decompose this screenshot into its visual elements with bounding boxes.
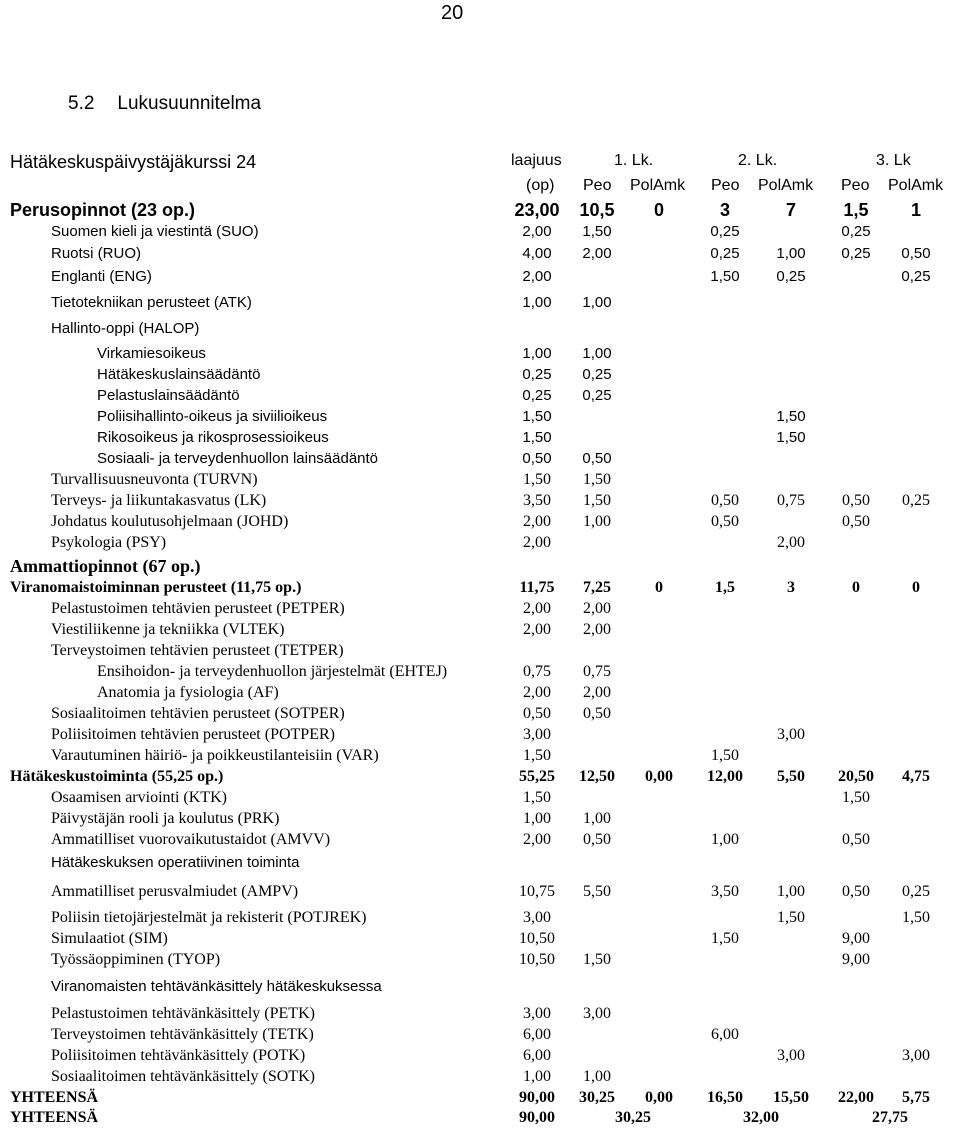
- row-value-col-3: 0,00: [645, 768, 673, 785]
- row-value-col-4: 1,5: [715, 579, 735, 596]
- row-value-col-1: 0,25: [522, 387, 552, 404]
- totals-row: [0, 1110, 960, 1130]
- row-value-col-1: 23,00: [514, 200, 560, 220]
- row-label: Hätäkeskustoiminta (55,25 op.): [10, 768, 224, 785]
- row-value-col-1: 6,00: [523, 1047, 551, 1064]
- row-label: Ammatilliset perusvalmiudet (AMPV): [51, 883, 299, 900]
- row-value-col-1: 2,00: [523, 513, 551, 530]
- table-row: [0, 601, 960, 621]
- row-label: Sosiaalitoimen tehtävänkäsittely (SOTK): [51, 1068, 315, 1085]
- row-value-col-5: 1,50: [776, 429, 806, 446]
- table-row: [0, 769, 960, 789]
- row-value-col-2: 1,00: [582, 294, 612, 311]
- row-value-col-2: 0,25: [582, 366, 612, 383]
- row-value-col-6: 22,00: [838, 1089, 874, 1106]
- row-label: Tietotekniikan perusteet (ATK): [51, 294, 252, 311]
- row-value-col-5: 7: [785, 200, 796, 220]
- row-value-col-1: 90,00: [519, 1089, 555, 1106]
- table-row: [0, 685, 960, 705]
- row-value-col-2: 1,50: [583, 492, 611, 509]
- row-value-col-2: 2,00: [583, 684, 611, 701]
- row-label: Poliisihallinto-oikeus ja siviilioikeus: [97, 408, 328, 425]
- table-row: [0, 884, 960, 904]
- row-value-col-1: 1,50: [522, 408, 552, 425]
- row-value-col-1: 1,00: [522, 294, 552, 311]
- row-value-col-2: 7,25: [583, 579, 611, 596]
- row-value-col-2: 0,75: [583, 663, 611, 680]
- row-label: Varautuminen häiriö- ja poikkeustilanteisiin (VAR): [51, 747, 379, 764]
- row-value-col-2: 1,50: [582, 223, 612, 240]
- row-value-col-1: 3,00: [523, 909, 551, 926]
- row-value-col-6: 0,25: [841, 223, 871, 240]
- header-op: (op): [526, 177, 555, 194]
- row-value-col-6: 1,5: [843, 200, 869, 220]
- row-value-col-6: 9,00: [842, 951, 870, 968]
- row-value-col-4: 0,25: [710, 245, 740, 262]
- row-value-col-2: 2,00: [582, 245, 612, 262]
- row-value-col-2: 2,00: [583, 600, 611, 617]
- table-row: [0, 346, 960, 366]
- row-label: Työssäoppiminen (TYOP): [51, 951, 221, 968]
- row-value-col-1: 2,00: [523, 831, 551, 848]
- row-label: Ensihoidon- ja terveydenhuollon järjestelmät (EHTEJ): [97, 663, 448, 680]
- header-laajuus: laajuus: [511, 152, 562, 169]
- table-row: [0, 910, 960, 930]
- row-label: Perusopinnot (23 op.): [10, 200, 196, 220]
- row-value-col-6: 0,50: [842, 883, 870, 900]
- row-value-col-1: 10,50: [519, 930, 555, 947]
- row-value-col-5: 1,00: [777, 883, 805, 900]
- row-value-col-4: 0,50: [711, 492, 739, 509]
- row-label: Ammattiopinnot (67 op.): [10, 556, 201, 576]
- row-value-col-4: 6,00: [711, 1026, 739, 1043]
- row-value-col-4: 3,50: [711, 883, 739, 900]
- row-value-col-2: 3,00: [583, 1005, 611, 1022]
- row-label: Poliisitoimen tehtävänkäsittely (POTK): [51, 1047, 306, 1064]
- row-label: Hätäkeskuslainsäädäntö: [97, 366, 261, 383]
- row-value-col-1: 2,00: [522, 223, 552, 240]
- row-value-col-5: 1,50: [777, 909, 805, 926]
- row-value-col-3: 0: [653, 200, 664, 220]
- row-value-col-1: 3,50: [523, 492, 551, 509]
- table-row: [0, 706, 960, 726]
- row-value-col-4: 16,50: [707, 1089, 743, 1106]
- header-sub-6: PolAmk: [888, 177, 944, 194]
- row-value-col-2: 0,50: [583, 705, 611, 722]
- row-value-col-6: 0: [852, 579, 860, 596]
- row-value-col-2: 10,5: [579, 200, 615, 220]
- row-label: Ruotsi (RUO): [51, 245, 142, 262]
- table-row: [0, 643, 960, 663]
- row-value-col-2: 1,00: [582, 345, 612, 362]
- row-value-col-1: 1,50: [523, 789, 551, 806]
- table-row: [0, 952, 960, 972]
- header-sub-4: PolAmk: [758, 177, 814, 194]
- totals-year-1: 30,25: [615, 1109, 651, 1126]
- table-row: [0, 1048, 960, 1068]
- table-row: [0, 430, 960, 450]
- row-value-col-2: 1,50: [583, 471, 611, 488]
- row-value-col-1: 3,00: [523, 1005, 551, 1022]
- table-row: [0, 979, 960, 999]
- row-value-col-1: 1,50: [523, 471, 551, 488]
- row-value-col-1: 4,00: [522, 245, 552, 262]
- row-value-col-4: 3: [719, 200, 730, 220]
- row-value-col-4: 12,00: [707, 768, 743, 785]
- table-row: [0, 493, 960, 513]
- row-label: Terveys- ja liikuntakasvatus (LK): [51, 492, 267, 509]
- row-value-col-7: 0: [912, 579, 920, 596]
- table-row: [0, 1090, 960, 1110]
- header-sub-5: Peo: [841, 177, 870, 194]
- row-value-col-1: 0,75: [523, 663, 551, 680]
- table-row: [0, 224, 960, 244]
- row-label: Viranomaisten tehtävänkäsittely hätäkeskuksessa: [51, 978, 382, 995]
- row-value-col-1: 2,00: [523, 600, 551, 617]
- table-row: [0, 811, 960, 831]
- row-label: Rikosoikeus ja rikosprosessioikeus: [97, 429, 329, 446]
- row-value-col-1: 1,00: [523, 1068, 551, 1085]
- table-row: [0, 727, 960, 747]
- row-label: Poliisitoimen tehtävien perusteet (POTPER): [51, 726, 335, 743]
- row-label: Ammatilliset vuorovaikutustaidot (AMVV): [51, 831, 331, 848]
- table-row: [0, 1027, 960, 1047]
- row-label: Virkamiesoikeus: [97, 345, 206, 362]
- row-value-col-6: 0,25: [841, 245, 871, 262]
- table-row: [0, 388, 960, 408]
- header-sub-3: Peo: [711, 177, 740, 194]
- row-value-col-5: 2,00: [777, 534, 805, 551]
- table-row: [0, 832, 960, 852]
- totals-label: YHTEENSÄ: [10, 1109, 99, 1126]
- table-row: [0, 855, 960, 875]
- row-label: Hallinto-oppi (HALOP): [51, 320, 200, 337]
- row-value-col-7: 0,25: [901, 268, 931, 285]
- row-value-col-4: 1,50: [711, 747, 739, 764]
- row-value-col-2: 30,25: [579, 1089, 615, 1106]
- row-value-col-2: 0,25: [582, 387, 612, 404]
- row-label: Psykologia (PSY): [51, 534, 167, 551]
- row-value-col-7: 3,00: [902, 1047, 930, 1064]
- header-sub-1: Peo: [583, 177, 612, 194]
- row-value-col-4: 1,50: [711, 930, 739, 947]
- totals-overall: 90,00: [519, 1109, 555, 1126]
- row-value-col-2: 1,00: [583, 1068, 611, 1085]
- row-value-col-5: 3,00: [777, 726, 805, 743]
- table-row: [0, 409, 960, 429]
- table-row: [0, 535, 960, 555]
- table-row: [0, 622, 960, 642]
- row-label: Terveystoimen tehtävänkäsittely (TETK): [51, 1026, 314, 1043]
- header-year-2: 2. Lk.: [738, 152, 778, 169]
- table-row: [0, 472, 960, 492]
- row-value-col-7: 0,50: [901, 245, 931, 262]
- totals-year-2: 32,00: [743, 1109, 779, 1126]
- row-label: Johdatus koulutusohjelmaan (JOHD): [51, 513, 289, 530]
- row-value-col-4: 0,25: [710, 223, 740, 240]
- row-value-col-7: 5,75: [902, 1089, 930, 1106]
- row-label: Viranomaistoiminnan perusteet (11,75 op.): [10, 579, 302, 596]
- row-value-col-1: 1,50: [523, 747, 551, 764]
- table-row: [0, 580, 960, 600]
- row-label: Simulaatiot (SIM): [51, 930, 168, 947]
- row-label: Pelastustoimen tehtävänkäsittely (PETK): [51, 1005, 315, 1022]
- table-row: [0, 1006, 960, 1026]
- table-row: [0, 514, 960, 534]
- row-value-col-1: 1,00: [523, 810, 551, 827]
- row-label: Sosiaali- ja terveydenhuollon lainsäädäntö: [97, 450, 379, 467]
- row-value-col-2: 12,50: [579, 768, 615, 785]
- table-row: [0, 246, 960, 266]
- row-value-col-5: 3,00: [777, 1047, 805, 1064]
- row-value-col-1: 6,00: [523, 1026, 551, 1043]
- row-value-col-3: 0: [655, 579, 663, 596]
- section-number: 5.2: [68, 93, 95, 114]
- row-value-col-3: 0,00: [645, 1089, 673, 1106]
- row-value-col-1: 2,00: [522, 268, 552, 285]
- row-label: Sosiaalitoimen tehtävien perusteet (SOTPER): [51, 705, 345, 722]
- header-year-3: 3. Lk: [876, 152, 911, 169]
- table-row: [0, 664, 960, 684]
- table-row: [0, 295, 960, 315]
- row-value-col-5: 0,25: [776, 268, 806, 285]
- table-row: [0, 269, 960, 289]
- row-value-col-6: 0,50: [842, 831, 870, 848]
- table-row: [0, 790, 960, 810]
- row-label: Osaamisen arviointi (KTK): [51, 789, 227, 806]
- row-label: YHTEENSÄ: [10, 1089, 99, 1106]
- row-value-col-1: 1,50: [522, 429, 552, 446]
- row-value-col-7: 1: [910, 200, 921, 220]
- row-label: Viestiliikenne ja tekniikka (VLTEK): [51, 621, 285, 638]
- row-value-col-1: 0,50: [522, 450, 552, 467]
- row-value-col-7: 0,25: [902, 492, 930, 509]
- table-row: [0, 367, 960, 387]
- table-row: [0, 201, 960, 221]
- row-value-col-5: 3: [787, 579, 795, 596]
- header-year-1: 1. Lk.: [614, 152, 654, 169]
- row-value-col-6: 20,50: [838, 768, 874, 785]
- row-value-col-1: 2,00: [523, 684, 551, 701]
- table-row: [0, 451, 960, 471]
- row-label: Pelastuslainsäädäntö: [97, 387, 240, 404]
- row-label: Pelastustoimen tehtävien perusteet (PETPER): [51, 600, 345, 617]
- row-value-col-4: 0,50: [711, 513, 739, 530]
- row-value-col-1: 2,00: [523, 534, 551, 551]
- row-value-col-2: 0,50: [582, 450, 612, 467]
- row-value-col-1: 0,50: [523, 705, 551, 722]
- header-sub-2: PolAmk: [630, 177, 686, 194]
- section-title: Lukusuunnitelma: [117, 93, 262, 114]
- row-value-col-1: 1,00: [522, 345, 552, 362]
- row-value-col-6: 0,50: [842, 492, 870, 509]
- section-heading: [68, 94, 261, 113]
- row-label: Englanti (ENG): [51, 268, 152, 285]
- row-value-col-5: 5,50: [777, 768, 805, 785]
- row-value-col-7: 0,25: [902, 883, 930, 900]
- row-value-col-1: 0,25: [522, 366, 552, 383]
- row-value-col-1: 11,75: [519, 579, 555, 596]
- row-value-col-7: 1,50: [902, 909, 930, 926]
- row-value-col-5: 1,00: [776, 245, 806, 262]
- table-row: [0, 931, 960, 951]
- row-label: Suomen kieli ja viestintä (SUO): [51, 223, 259, 240]
- row-value-col-4: 1,50: [710, 268, 740, 285]
- row-value-col-7: 4,75: [902, 768, 930, 785]
- table-row: [0, 748, 960, 768]
- row-value-col-2: 0,50: [583, 831, 611, 848]
- row-label: Poliisin tietojärjestelmät ja rekisterit (POTJREK): [51, 909, 367, 926]
- row-value-col-6: 1,50: [842, 789, 870, 806]
- row-label: Anatomia ja fysiologia (AF): [97, 684, 279, 701]
- table-row: [0, 557, 960, 577]
- row-value-col-2: 2,00: [583, 621, 611, 638]
- table-row: [0, 1069, 960, 1089]
- row-value-col-6: 0,50: [842, 513, 870, 530]
- row-value-col-2: 1,00: [583, 513, 611, 530]
- row-label: Hätäkeskuksen operatiivinen toiminta: [51, 854, 300, 871]
- row-value-col-5: 15,50: [773, 1089, 809, 1106]
- table-row: [0, 321, 960, 341]
- page-number: 20: [441, 2, 464, 24]
- totals-year-3: 27,75: [872, 1109, 908, 1126]
- row-value-col-5: 1,50: [776, 408, 806, 425]
- row-label: Päivystäjän rooli ja koulutus (PRK): [51, 810, 280, 827]
- row-value-col-1: 10,75: [519, 883, 555, 900]
- row-value-col-2: 5,50: [583, 883, 611, 900]
- row-value-col-1: 55,25: [519, 768, 555, 785]
- course-title: Hätäkeskuspäivystäjäkurssi 24: [10, 152, 257, 172]
- row-value-col-6: 9,00: [842, 930, 870, 947]
- row-value-col-1: 2,00: [523, 621, 551, 638]
- row-value-col-4: 1,00: [711, 831, 739, 848]
- row-value-col-1: 3,00: [523, 726, 551, 743]
- row-value-col-1: 10,50: [519, 951, 555, 968]
- row-value-col-2: 1,50: [583, 951, 611, 968]
- row-label: Turvallisuusneuvonta (TURVN): [51, 471, 258, 488]
- row-label: Terveystoimen tehtävien perusteet (TETPER): [51, 642, 344, 659]
- row-value-col-5: 0,75: [777, 492, 805, 509]
- row-value-col-2: 1,00: [583, 810, 611, 827]
